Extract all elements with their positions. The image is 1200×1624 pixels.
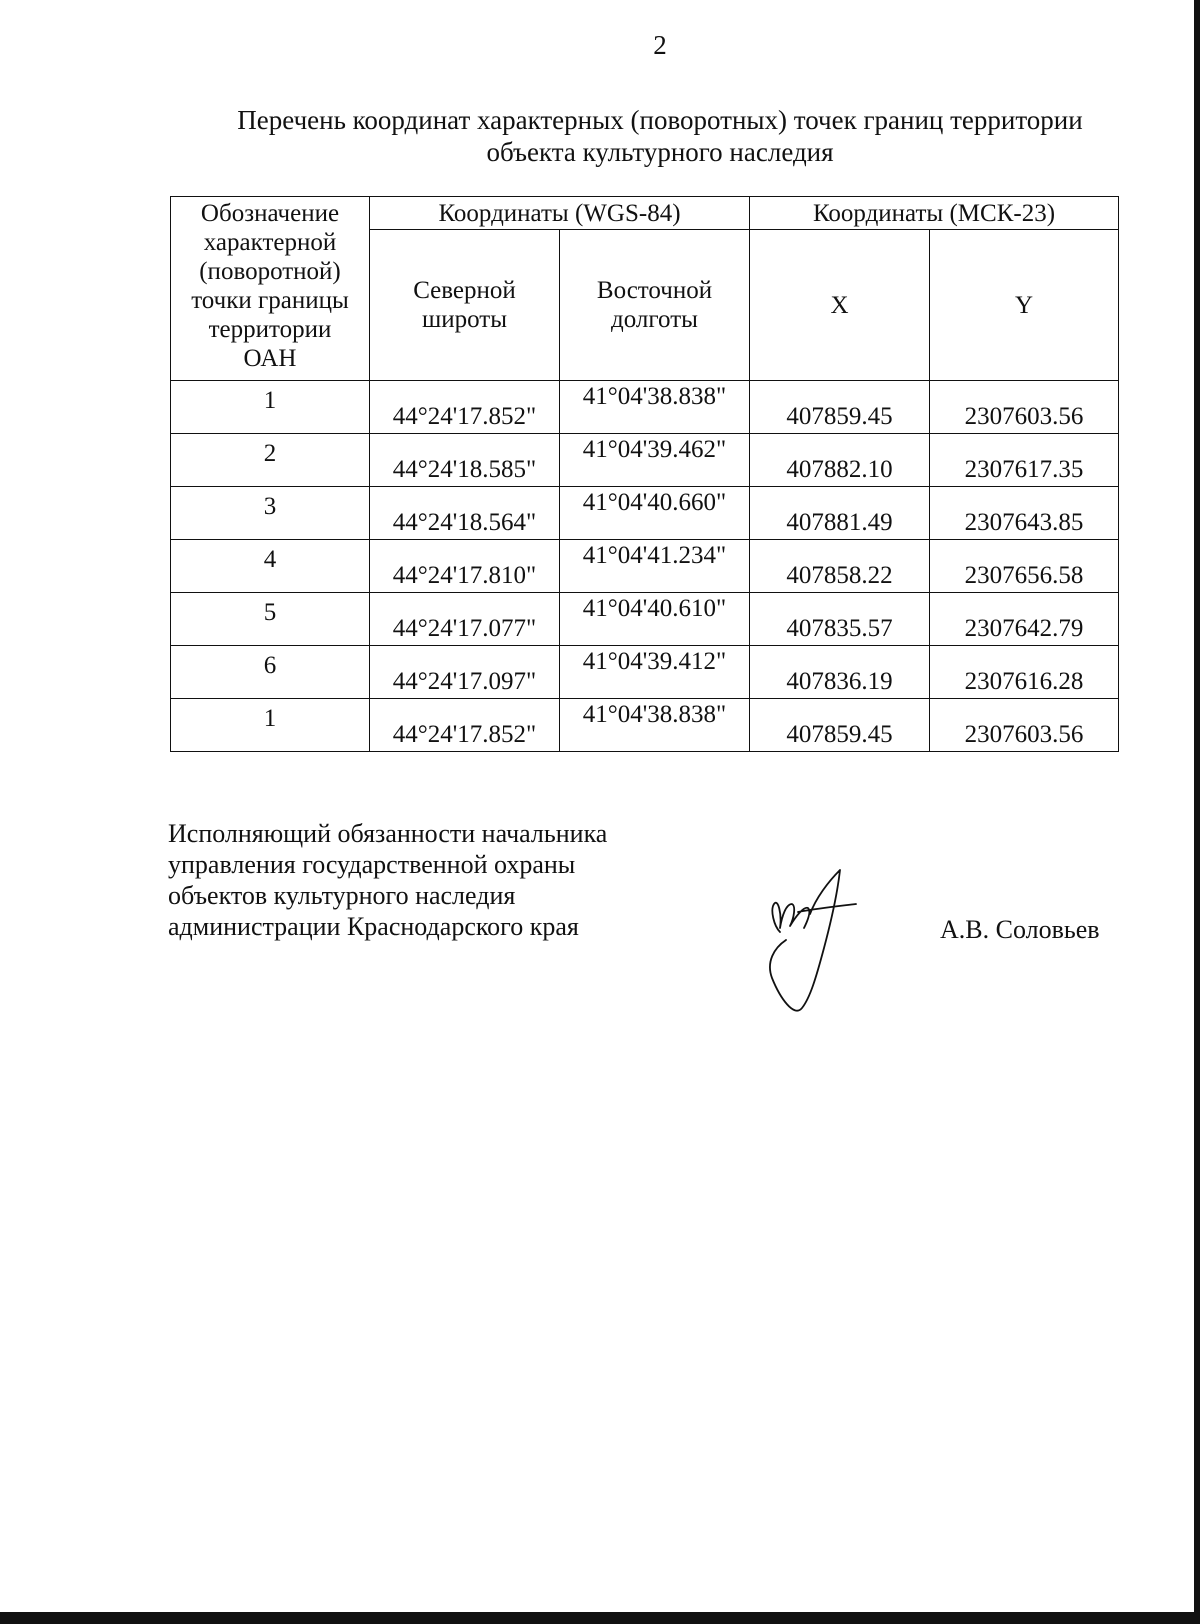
cell-y: 2307603.56 (930, 699, 1119, 752)
cell-x: 407858.22 (750, 540, 930, 593)
cell-point: 3 (171, 487, 370, 540)
cell-longitude: 41°04'38.838" (560, 381, 750, 434)
header-point-line: характерной (203, 229, 337, 256)
cell-point: 2 (171, 434, 370, 487)
cell-x: 407836.19 (750, 646, 930, 699)
table-row (171, 381, 1119, 434)
cell-longitude: 41°04'40.610" (560, 593, 750, 646)
cell-point: 1 (171, 381, 370, 434)
cell-point: 4 (171, 540, 370, 593)
cell-longitude: 41°04'39.412" (560, 646, 750, 699)
table-row (171, 487, 1119, 540)
header-point-line: территории (208, 316, 332, 343)
header-x: X (750, 230, 930, 381)
cell-longitude: 41°04'41.234" (560, 540, 750, 593)
table-row (171, 646, 1119, 699)
cell-longitude: 41°04'39.462" (560, 434, 750, 487)
header-point-designation (171, 197, 370, 381)
table-row (171, 699, 1119, 752)
cell-latitude: 44°24'17.852" (370, 699, 560, 752)
table-row (171, 540, 1119, 593)
cell-y: 2307616.28 (930, 646, 1119, 699)
document-title-line-1: Перечень координат характерных (поворотных) точек границ территории (237, 105, 1083, 135)
header-longitude-line: Восточной (596, 277, 713, 304)
cell-x: 407835.57 (750, 593, 930, 646)
cell-y: 2307642.79 (930, 593, 1119, 646)
scan-edge-bottom (0, 1612, 1200, 1624)
header-longitude (560, 230, 750, 381)
header-longitude-line: долготы (611, 306, 698, 333)
cell-latitude: 44°24'18.564" (370, 487, 560, 540)
cell-y: 2307643.85 (930, 487, 1119, 540)
cell-x: 407859.45 (750, 381, 930, 434)
cell-x: 407859.45 (750, 699, 930, 752)
header-point-line: точки границы (191, 287, 349, 314)
header-latitude-line: Северной (413, 277, 516, 304)
header-y: Y (930, 230, 1119, 381)
cell-latitude: 44°24'17.852" (370, 381, 560, 434)
header-point-line: (поворотной) (199, 258, 341, 285)
cell-latitude: 44°24'18.585" (370, 434, 560, 487)
cell-point: 6 (171, 646, 370, 699)
header-latitude (370, 230, 560, 381)
cell-latitude: 44°24'17.097" (370, 646, 560, 699)
signatory-position-line: объектов культурного наследия (168, 881, 516, 910)
signatory-position-line: управления государственной охраны (168, 850, 576, 879)
signatory-position (168, 818, 607, 942)
cell-y: 2307656.58 (930, 540, 1119, 593)
cell-longitude: 41°04'40.660" (560, 487, 750, 540)
cell-latitude: 44°24'17.810" (370, 540, 560, 593)
cell-y: 2307617.35 (930, 434, 1119, 487)
header-wgs84-group: Координаты (WGS-84) (370, 197, 750, 230)
coordinates-table (170, 196, 1119, 752)
cell-point: 1 (171, 699, 370, 752)
cell-latitude: 44°24'17.077" (370, 593, 560, 646)
handwritten-signature (760, 868, 870, 1018)
cell-x: 407881.49 (750, 487, 930, 540)
document-title-line-2: объекта культурного наследия (486, 137, 834, 167)
cell-x: 407882.10 (750, 434, 930, 487)
cell-y: 2307603.56 (930, 381, 1119, 434)
signatory-position-line: Исполняющий обязанности начальника (168, 819, 608, 848)
document-title (150, 104, 1170, 168)
signatory-position-line: администрации Краснодарского края (168, 912, 579, 941)
table-row (171, 593, 1119, 646)
page-number: 2 (653, 30, 667, 60)
header-latitude-line: широты (421, 306, 508, 333)
header-msk23-group: Координаты (МСК-23) (750, 197, 1119, 230)
header-point-line: ОАН (243, 345, 297, 372)
table-row (171, 434, 1119, 487)
scan-edge-right (1194, 0, 1200, 1624)
header-point-line: Обозначение (200, 200, 340, 227)
cell-point: 5 (171, 593, 370, 646)
cell-longitude: 41°04'38.838" (560, 699, 750, 752)
signatory-name: А.В. Соловьев (940, 915, 1100, 944)
